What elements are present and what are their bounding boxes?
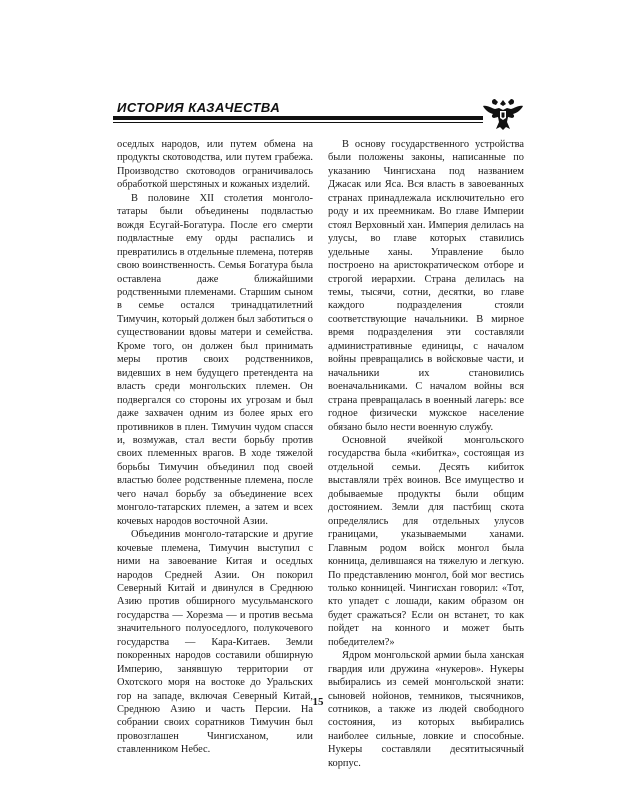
running-header-title: ИСТОРИЯ КАЗАЧЕСТВА (117, 100, 281, 115)
paragraph: Основной ячейкой монгольского государства была «кибитка», состоящая из отдельной семьи. Десять кибиток выставляли трёх воинов. Все имущество и добываемые продукты были общим достоянием. Земли для пастбищ скота определялись для отдельных улусов границами, указываемыми ханами. Главным родом войск монгол была конница, делившаяся на тяжелую и легкую. По представлению монгол, бой мог вестись только конницей. Чингисхан говорил: «Тот, кто упадет с лошади, каким образом он будет сражаться? Если он встанет, то как пойдет на конного и может быть победителем?» (328, 434, 524, 648)
right-text-column (328, 138, 524, 770)
paragraph: Ядром монгольской армии была ханская гвардия или дружина «нукеров». Нукеры выбирались из семей монгольской знати: сыновей нойонов, темников, тысячников, сотников, а также из людей свободного состояния, из которых выбирались наиболее сильные, ловкие и способные. Нукеры составляли десятитысячный корпус. (328, 650, 524, 769)
double-headed-eagle-icon (481, 96, 525, 132)
page-number: 15 (312, 696, 324, 708)
paragraph: Объединив монголо-татарские и другие кочевые племена, Тимучин выступил с ними на завоевание Китая и оседлых народов Средней Азии. Он покорил Северный Китай и двинулся в Среднюю Азию против обширного мусульманского государства — Хорезма — и против весьма значительного полуоседлого, полукочевого государства — Кара-Китаев. Земли покоренных народов составили обширную Империю, занявшую территории от Охотского моря на востоке до Уральских гор на западе, включая Северный Китай, Среднюю Азию и часть Персии. На собрании своих соратников Тимучин был провозглашен Чингисханом, или ставленником Небес. (117, 529, 313, 756)
paragraph: В основу государственного устройства были положены законы, написанные по указанию Чингисхана под названием Джасак или Яса. Вся власть в завоеванных странах принадлежала исключительно его роду и их преемникам. Во главе Империи стоял Верховный хан. Империя делилась на улусы, во главе которых ставились удельные ханы. Управление было построено на аристократическом отборе и строгой иерархии. Страна делилась на темы, тысячи, сотни, десятки, во главе каждого подразделения стояли соответствующие начальники. В мирное время подразделения эти составляли административные единицы, с началом войны превращались в войсковые части, и начальники их становились военачальниками. С началом войны вся страна превращалась в военный лагерь: все годное физически мужское население обязано было нести военную службу. (328, 139, 524, 433)
header-rule-thin (113, 122, 483, 123)
left-text-column (117, 138, 313, 757)
paragraph: В половине XII столетия монголо-татары были объединены подвластью вождя Есугай-Богатура. После его смерти подвластные ему орды распались и превратились в отдельные племена, потеряв свою воинственность. Семья Богатура была оставлена даже ближайшими родственными племенами. Старшим сыном в семье остался тринадцатилетний Тимучин, который должен был заботиться о существовании вдовы матери и семейства. Кроме того, он должен был принимать меры против своих родственников, видевших в нем будущего претендента на власть среди монгольских племен. Он подвергался со стороны их угрозам и был даже захвачен одним из более ярых его противников в плен. Тимучин чудом спасся и, возмужав, стал вести борьбу против своих племенных врагов. В ходе тяжелой борьбы Тимучин объединил под своей властью более родственные племена, после чего начал борьбу за объединение всех монголо-татарских племен, а затем и всех кочевых народов восточной Азии. (117, 192, 313, 527)
running-header (113, 96, 533, 130)
header-rule-thick (113, 116, 483, 120)
paragraph: оседлых народов, или путем обмена на продукты скотоводства, или путем грабежа. Производство скотоводов ограничивалось обработкой шерстяных и кожаных изделий. (117, 139, 313, 191)
